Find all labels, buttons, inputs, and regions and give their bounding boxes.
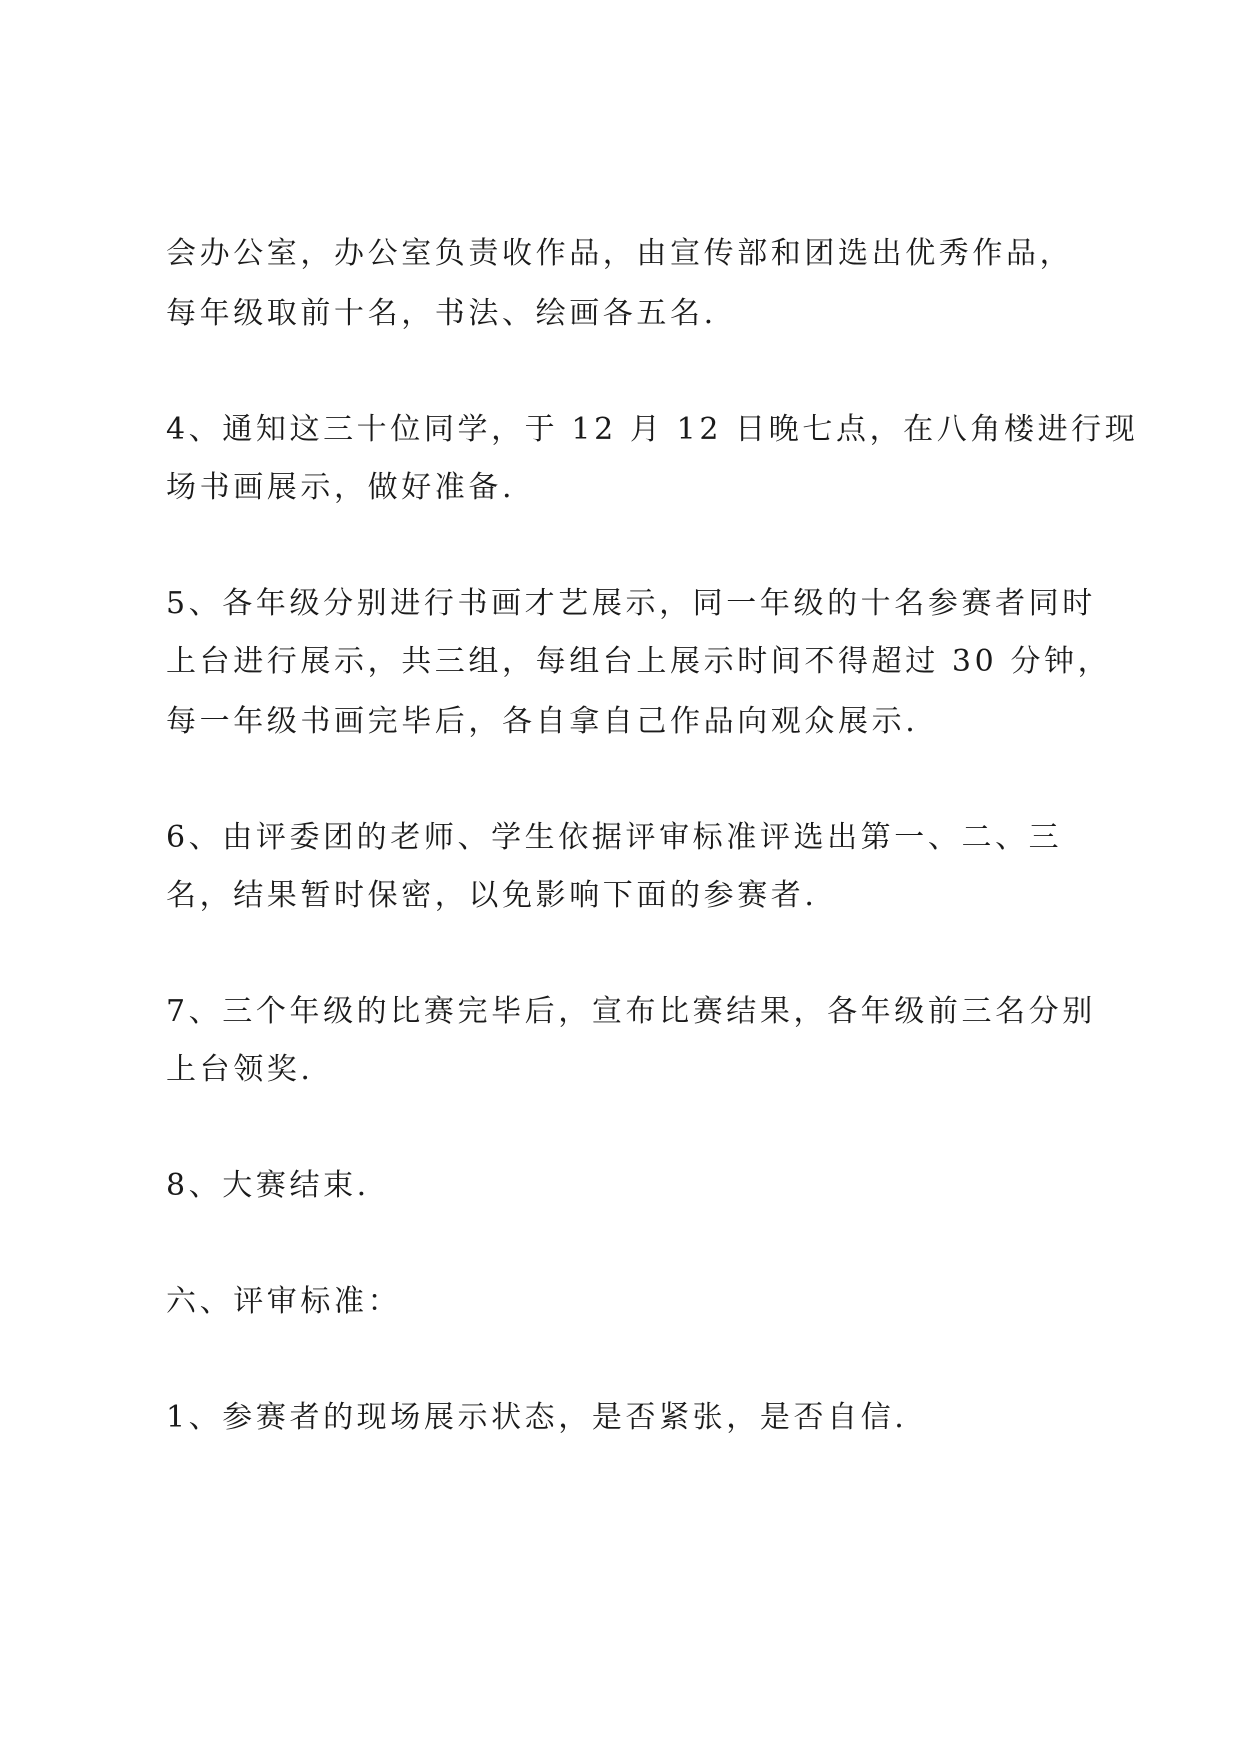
text-line: 会办公室，办公室负责收作品，由宣传部和团选出优秀作品， xyxy=(166,236,1074,271)
list-item-4-line: 场书画展示，做好准备. xyxy=(166,470,516,505)
section-heading: 六、评审标准： xyxy=(166,1284,402,1319)
list-item-5-line: 5、各年级分别进行书画才艺展示，同一年级的十名参赛者同时 xyxy=(166,586,1096,621)
list-item-7-line: 7、三个年级的比赛完毕后，宣布比赛结果，各年级前三名分别 xyxy=(166,994,1096,1029)
list-item-5-line: 每一年级书画完毕后，各自拿自己作品向观众展示. xyxy=(166,704,919,739)
list-item-6-line: 6、由评委团的老师、学生依据评审标准评选出第一、二、三 xyxy=(166,820,1063,855)
criteria-item-1-line: 1、参赛者的现场展示状态，是否紧张，是否自信. xyxy=(166,1400,908,1435)
list-item-5-line: 上台进行展示，共三组，每组台上展示时间不得超过 30 分钟， xyxy=(166,644,1112,679)
list-item-4-line: 4、通知这三十位同学，于 12 月 12 日晚七点，在八角楼进行现 xyxy=(166,412,1139,447)
list-item-8-line: 8、大赛结束. xyxy=(166,1168,370,1203)
list-item-6-line: 名，结果暂时保密，以免影响下面的参赛者. xyxy=(166,878,818,913)
list-item-7-line: 上台领奖. xyxy=(166,1052,314,1087)
text-line: 每年级取前十名，书法、绘画各五名. xyxy=(166,296,717,331)
